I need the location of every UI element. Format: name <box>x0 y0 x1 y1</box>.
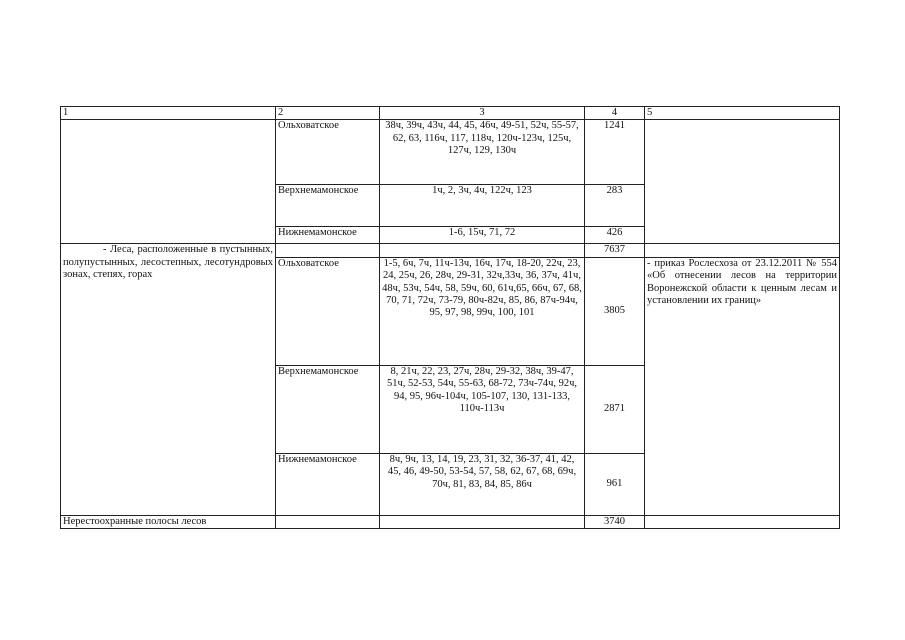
district-cell: Верхнемамонское <box>276 365 380 453</box>
group1-document-cell <box>645 120 840 244</box>
quarters-cell-empty <box>380 515 585 528</box>
header-col-4: 4 <box>585 107 645 120</box>
district-cell-empty <box>276 515 380 528</box>
spawning-area-cell: 3740 <box>585 515 645 528</box>
quarters-cell: 1-6, 15ч, 71, 72 <box>380 227 585 244</box>
area-cell: 2871 <box>585 365 645 453</box>
district-cell: Верхнемамонское <box>276 185 380 227</box>
table-row <box>61 515 840 528</box>
area-cell: 961 <box>585 453 645 515</box>
quarters-cell: 1-5, 6ч, 7ч, 11ч-13ч, 16ч, 17ч, 18-20, 22ч, 23, 24, 25ч, 26, 28ч, 29-31, 32ч,33ч, 36, 37ч, 41ч, 48ч, 53ч, 54ч, 58, 59ч, 60, 61ч,65, 66ч, 67, 68, 70, 71, 72ч, 73-79, 80ч-82ч, 85, 86, 87ч-94ч, 95, 97, 98, 99ч, 100, 101 <box>380 257 585 365</box>
area-cell: 3805 <box>585 257 645 365</box>
district-cell: Нижнемамонское <box>276 453 380 515</box>
quarters-cell: 8, 21ч, 22, 23, 27ч, 28ч, 29-32, 38ч, 39-47, 51ч, 52-53, 54ч, 55-63, 68-72, 73ч-74ч, 92ч, 94, 95, 96ч-104ч, 105-107, 130, 131-133, 110ч-113ч <box>380 365 585 453</box>
forest-quarters-table <box>60 106 840 529</box>
header-col-2: 2 <box>276 107 380 120</box>
header-col-5: 5 <box>645 107 840 120</box>
area-cell: 426 <box>585 227 645 244</box>
area-cell: 283 <box>585 185 645 227</box>
quarters-cell: 8ч, 9ч, 13, 14, 19, 23, 31, 32, 36-37, 41, 42, 45, 46, 49-50, 53-54, 57, 58, 62, 67, 68, 69ч, 70ч, 81, 83, 84, 85, 86ч <box>380 453 585 515</box>
district-cell-empty <box>276 244 380 257</box>
quarters-cell-empty <box>380 244 585 257</box>
group2-title-cell: - Леса, расположенные в пустынных, полупустынных, лесостепных, лесотундровых зонах, степях, горах <box>61 244 276 515</box>
district-cell: Ольховатское <box>276 120 380 185</box>
table-row <box>61 120 840 185</box>
district-cell: Нижнемамонское <box>276 227 380 244</box>
table-row <box>61 244 840 257</box>
district-cell: Ольховатское <box>276 257 380 365</box>
area-cell: 1241 <box>585 120 645 185</box>
header-col-1: 1 <box>61 107 276 120</box>
spawning-title-cell: Нерестоохранные полосы лесов <box>61 515 276 528</box>
group2-total-cell: 7637 <box>585 244 645 257</box>
group2-document-cell: - приказ Рослесхоза от 23.12.2011 № 554 «Об отнесении лесов на территории Воронежской области к ценным лесам и установлении их границ» <box>645 257 840 515</box>
document-cell-empty <box>645 244 840 257</box>
document-cell-empty <box>645 515 840 528</box>
header-row <box>61 107 840 120</box>
group1-title-cell <box>61 120 276 244</box>
quarters-cell: 38ч, 39ч, 43ч, 44, 45, 46ч, 49-51, 52ч, 55-57, 62, 63, 116ч, 117, 118ч, 120ч-123ч, 125ч, 127ч, 129, 130ч <box>380 120 585 185</box>
quarters-cell: 1ч, 2, 3ч, 4ч, 122ч, 123 <box>380 185 585 227</box>
header-col-3: 3 <box>380 107 585 120</box>
